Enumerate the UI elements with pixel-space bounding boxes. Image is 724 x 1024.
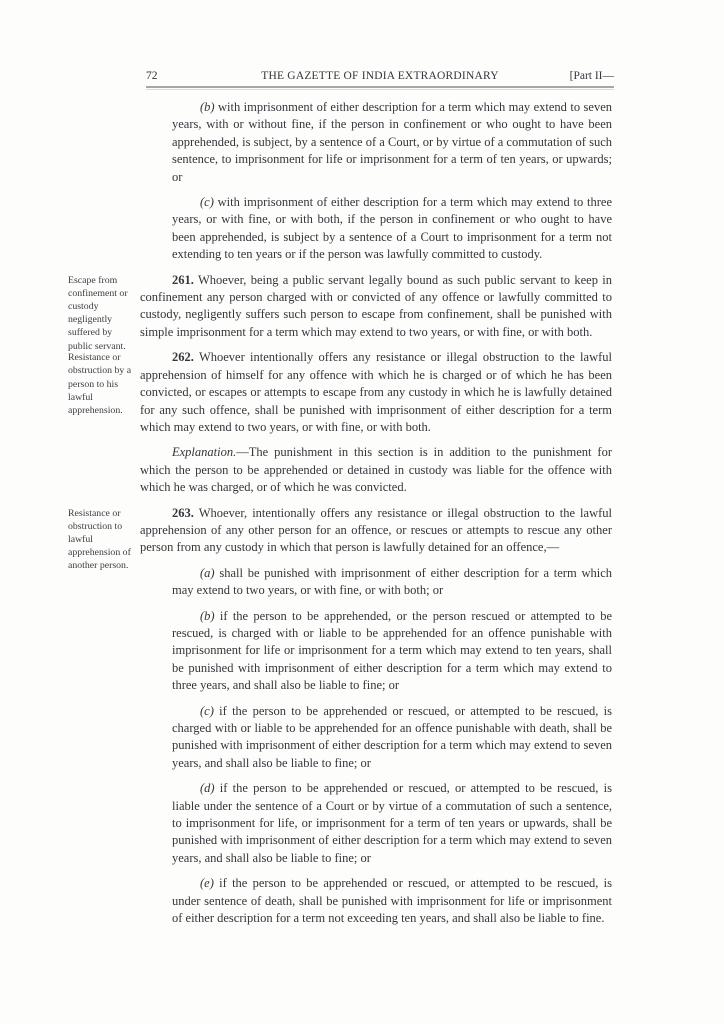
section-263-paragraph xyxy=(140,505,612,557)
clause-text: shall be punished with imprisonment of either description for a term which may extend to two years, or with fine, or with both; or xyxy=(172,565,612,598)
section-text: Whoever, being a public servant legally bound as such public servant to keep in confinement any person charged with or convicted of any offence or lawfully committed to custody, negligently suffers such person to escape from confinement, shall be punished with simple imprisonment for a term which may extend to two years, or with fine, or with both. xyxy=(140,272,612,339)
section-261-paragraph xyxy=(140,272,612,342)
clause-b-paragraph xyxy=(172,99,612,186)
clause-text: if the person to be apprehended or rescued, or attempted to be rescued, is liable under the sentence of a Court or by virtue of a commutation of such a sentence, to imprisonment for life, or imprisonment for a term of ten years or upwards, shall be punished with imprisonment of either description for a term which may extend to seven years, and shall also be liable to fine; or xyxy=(172,781,612,865)
gazette-title: THE GAZETTE OF INDIA EXTRAORDINARY xyxy=(261,70,499,82)
section-263 xyxy=(68,505,612,928)
margin-note-263: Resistance or obstruction to lawful apprehension of another person. xyxy=(68,507,131,572)
clause-letter: (b) xyxy=(200,608,215,623)
section-text: Whoever, intentionally offers any resistance or illegal obstruction to the lawful apprehension of any other person for an offence, or rescues or attempts to rescue any other person from any custody in which that person is lawfully detained for an offence,— xyxy=(140,505,612,555)
margin-note-261: Escape from confinement or custody negligently suffered by public servant. xyxy=(68,274,128,352)
clause-text: if the person to be apprehended, or the person rescued or attempted to be rescued, is charged with or liable to be apprehended for an offence punishable with imprisonment for life or imprisonment for a term which may extend to ten years, shall be punished with imprisonment of either description for a term which may extend to three years, and shall also be liable to fine; or xyxy=(172,608,612,693)
page-number: 72 xyxy=(146,70,158,82)
clause-e-paragraph xyxy=(172,875,612,927)
section-262 xyxy=(68,349,612,496)
part-label: [Part II— xyxy=(569,70,614,82)
clause-text: if the person to be apprehended or rescued, or attempted to be rescued, is under sentence of death, shall be punished with imprisonment for life or imprisonment of either description for a term not exceeding ten years, and shall also be liable to fine. xyxy=(172,876,612,926)
section-260-clauses xyxy=(68,99,612,264)
clause-d-paragraph xyxy=(172,780,612,867)
clause-c-paragraph xyxy=(172,194,612,264)
section-261 xyxy=(68,272,612,352)
explanation-label: Explanation. xyxy=(172,445,237,460)
section-text: Whoever intentionally offers any resistance or illegal obstruction to the lawful apprehension of himself for any offence with which he is charged or of which he has been convicted, or escapes or attempts to escape from any custody in which he is lawfully detained for any such offence, shall be punished with imprisonment of either description for a term which may extend to two years, or with fine, or with both. xyxy=(140,350,612,434)
explanation-text: —The punishment in this section is in addition to the punishment for which the person to be apprehended or detained in custody was liable for the offence with which he was charged, or of which he was convicted. xyxy=(140,445,612,495)
section-number: 263. xyxy=(172,505,194,520)
clause-letter: (b) xyxy=(200,100,215,114)
margin-note-262: Resistance or obstruction by a person to his lawful apprehension. xyxy=(68,352,132,417)
section-number: 262. xyxy=(172,350,194,365)
clause-letter: (c) xyxy=(200,703,214,718)
section-number: 261. xyxy=(172,272,194,287)
clause-text: with imprisonment of either description for a term which may extend to three years, or with fine, or with both, if the person in confinement or who ought to have been apprehended, is subject by a sentence of a Court to imprisonment for a term not extending to ten years or if the person was lawfully committed to custody. xyxy=(172,195,612,262)
clause-text: if the person to be apprehended or rescued, or attempted to be rescued, is charged with or liable to be apprehended for an offence punishable with death, shall be punished with imprisonment of either description for a term which may extend to seven years, and shall also be liable to fine; or xyxy=(172,703,612,770)
section-262-explanation xyxy=(140,444,612,496)
body-text-column xyxy=(68,99,612,935)
section-262-paragraph xyxy=(140,349,612,436)
header-rule xyxy=(146,86,614,90)
clause-letter: (d) xyxy=(200,781,215,796)
clause-letter: (a) xyxy=(200,565,215,580)
clause-letter: (c) xyxy=(200,195,214,210)
clause-a-paragraph xyxy=(172,565,612,600)
clause-c-paragraph xyxy=(172,703,612,773)
clause-b-paragraph xyxy=(172,608,612,695)
clause-text: with imprisonment of either description for a term which may extend to seven years, with or without fine, if the person in confinement or who ought to have been apprehended, is subject, by a sentence of a Court, or by virtue of a commutation of such sentence, to imprisonment for life or imprisonment for a term of ten years, or upwards; or xyxy=(172,100,612,184)
clause-letter: (e) xyxy=(200,876,214,891)
